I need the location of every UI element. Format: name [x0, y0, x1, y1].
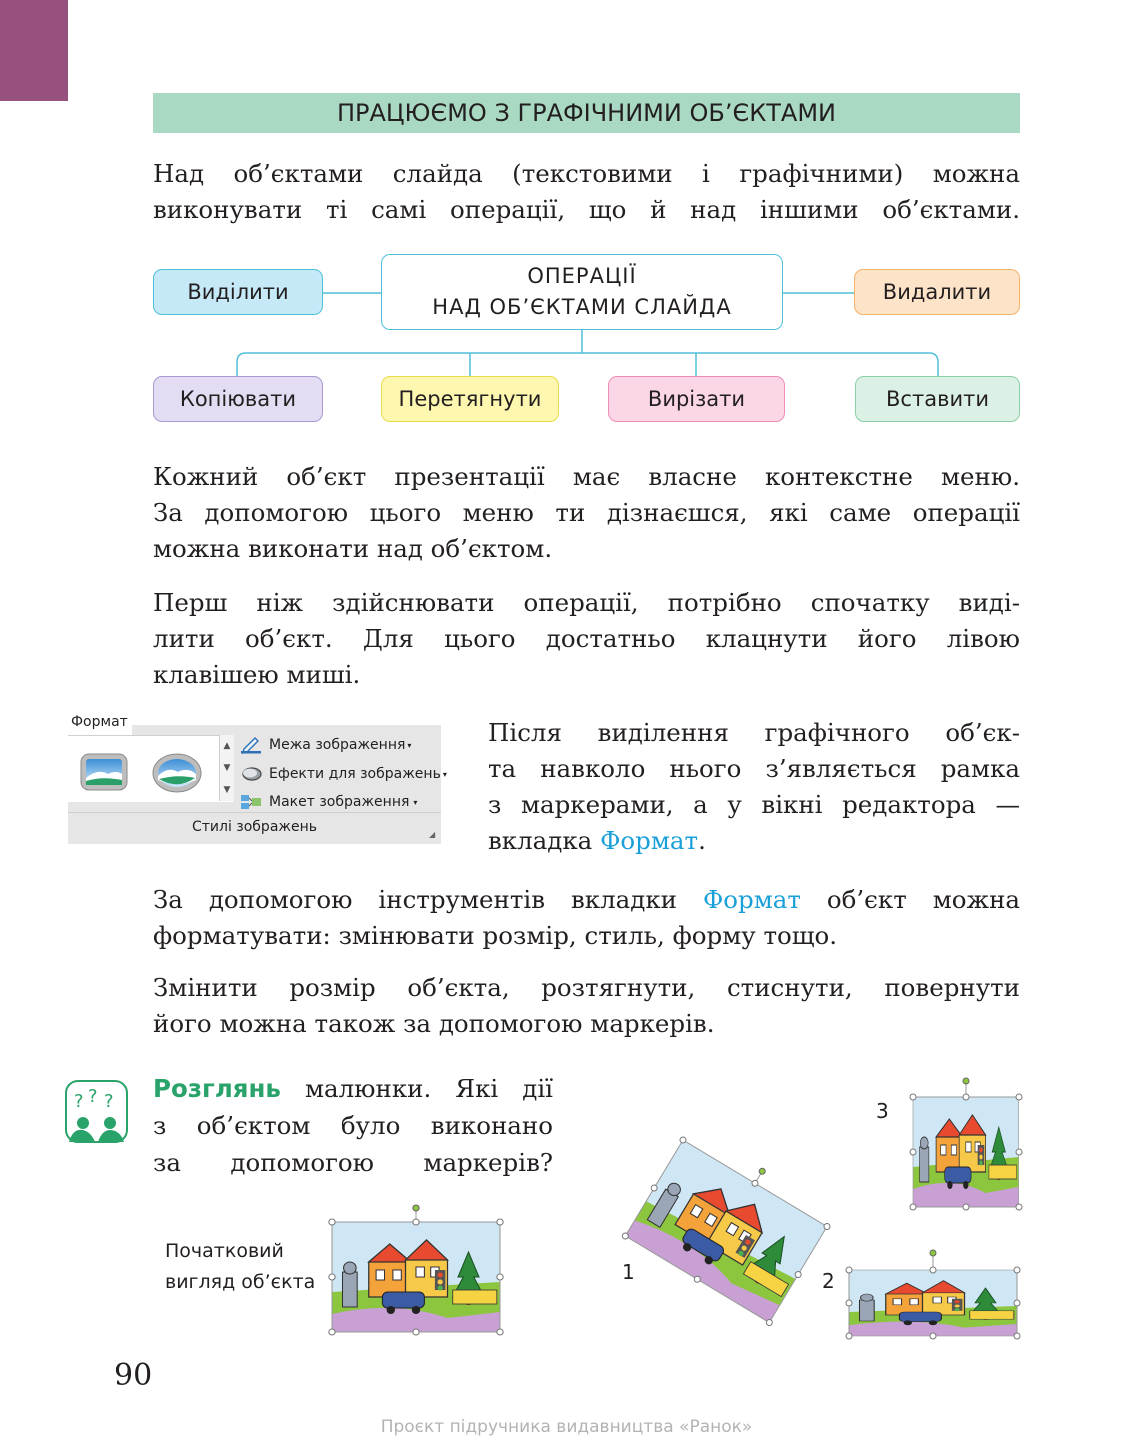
format-line4-post: .: [698, 826, 706, 855]
resize-line: його можна також за допомогою маркерів.: [153, 1009, 715, 1038]
squashed-image: [849, 1270, 1017, 1336]
format-line: та навколо нього з’являється рамка: [488, 754, 1020, 783]
op-drag-box: Перетягнути: [381, 376, 559, 422]
svg-text:?: ?: [74, 1091, 84, 1112]
context-line: Кожний об’єкт презентації має власне контекстне меню.: [153, 462, 1020, 491]
tools-pre: За допомогою інструментів вкладки: [153, 885, 703, 914]
rotated-image: [621, 1124, 838, 1327]
picture-border-label: Межа зображення: [269, 737, 406, 753]
format-line: з маркерами, а у вікні редактора —: [488, 790, 1020, 819]
op-cut-box: Вирізати: [608, 376, 785, 422]
question-line: з об’єктом було виконано: [153, 1111, 553, 1140]
caption-line: Початковий: [165, 1240, 284, 1262]
select-line: лити об’єкт. Для цього достатньо клацнути його лівою: [153, 624, 1020, 653]
page-number: 90: [114, 1358, 153, 1393]
picture-layout-label: Макет зображення: [269, 794, 410, 810]
label-two: 2: [822, 1269, 835, 1293]
tools-format-link: Формат: [702, 885, 801, 914]
svg-text:?: ?: [104, 1091, 114, 1112]
dropdown-arrow-icon: ▾: [442, 769, 447, 779]
center-line-1: ОПЕРАЦІЇ: [527, 264, 637, 288]
footer-credit: Проєкт підручника видавництва «Ранок»: [380, 1417, 753, 1437]
format-line: Після виділення графічного об’єк-: [488, 718, 1020, 747]
picture-styles-group-label: Стилі зображень: [191, 819, 318, 835]
center-line-2: НАД ОБ’ЄКТАМИ СЛАЙДА: [432, 295, 732, 319]
question-line1-rest: малюнки. Які дії: [280, 1074, 553, 1103]
dropdown-arrow-icon: ▾: [407, 740, 412, 750]
format-tab[interactable]: Формат: [68, 711, 132, 735]
section-title: ПРАЦЮЄМО З ГРАФІЧНИМИ ОБ’ЄКТАМИ: [153, 93, 1020, 133]
scroll-up-icon[interactable]: ▲: [223, 741, 231, 751]
context-line: За допомогою цього меню ти дізнаєшся, які саме операції: [153, 498, 1020, 527]
format-link: Формат: [600, 826, 699, 855]
select-line: клавішею миші.: [153, 660, 361, 689]
tools-post: об’єкт можна: [800, 885, 1020, 914]
op-paste-box: Вставити: [855, 376, 1020, 422]
dropdown-arrow-icon: ▾: [413, 797, 418, 807]
label-three: 3: [876, 1099, 889, 1123]
more-icon[interactable]: ▼: [223, 785, 231, 795]
format-line4-pre: вкладка: [488, 826, 601, 855]
caption-line: вигляд об’єкта: [165, 1271, 316, 1293]
question-line: за допомогою маркерів?: [153, 1148, 553, 1177]
context-line: можна виконати над об’єктом.: [153, 534, 553, 563]
narrowed-image: [913, 1097, 1019, 1207]
dialog-launcher-icon[interactable]: ◢: [429, 830, 436, 839]
intro-line: Над об’єктами слайда (текстовими і графічними) можна: [153, 159, 1020, 188]
svg-text:?: ?: [88, 1086, 98, 1107]
picture-effects-label: Ефекти для зображень: [269, 766, 441, 782]
op-select-box: Виділити: [153, 269, 323, 315]
original-image: [329, 1205, 503, 1335]
op-copy-box: Копіювати: [153, 376, 323, 422]
resize-line: Змінити розмір об’єкта, розтягнути, стиснути, повернути: [153, 973, 1020, 1002]
select-line: Перш ніж здійснювати операції, потрібно спочатку виді-: [153, 588, 1020, 617]
tools-line: форматувати: змінювати розмір, стиль, форму тощо.: [153, 921, 838, 950]
question-bold-word: Розглянь: [153, 1074, 281, 1103]
label-one: 1: [622, 1260, 635, 1284]
scroll-down-icon[interactable]: ▼: [223, 763, 231, 773]
intro-line: виконувати ті самі операції, що й над іншими об’єктами.: [153, 195, 1020, 224]
op-delete-box: Видалити: [854, 269, 1020, 315]
